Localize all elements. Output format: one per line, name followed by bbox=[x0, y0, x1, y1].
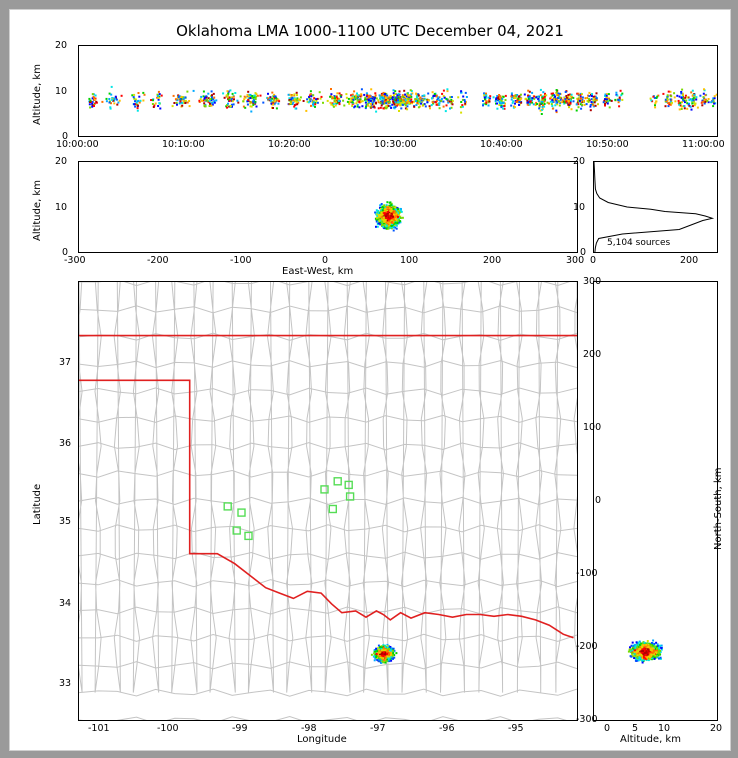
panel1-xtick-0: 10:00:00 bbox=[56, 139, 99, 150]
figure-title: Oklahoma LMA 1000-1100 UTC December 04, 2021 bbox=[176, 22, 564, 40]
panel3-xtick-0: 0 bbox=[590, 255, 597, 266]
panel5-xtick-10: 10 bbox=[658, 723, 671, 734]
panel1-xtick-3: 10:30:00 bbox=[374, 139, 417, 150]
panel2-xtick-6: 300 bbox=[566, 255, 585, 266]
panel2-ytick-20: 20 bbox=[55, 156, 68, 167]
map-ytick-36: 36 bbox=[59, 438, 72, 449]
panel3-xtick-1: 200 bbox=[680, 255, 699, 266]
panel5-ytick-300n: -300 bbox=[576, 714, 598, 725]
map-xtick-95: -95 bbox=[508, 723, 524, 734]
map-xtick-99: -99 bbox=[232, 723, 248, 734]
panel3-ytick-10: 10 bbox=[573, 202, 586, 213]
panel2-xtick-1: -200 bbox=[147, 255, 169, 266]
map-xlabel: Longitude bbox=[297, 734, 347, 745]
map-ylabel: Latitude bbox=[32, 483, 43, 525]
panel2-ylabel: Altitude, km bbox=[32, 180, 43, 241]
panel1-xtick-4: 10:40:00 bbox=[480, 139, 523, 150]
map-xtick-101: -101 bbox=[88, 723, 110, 734]
figure-root bbox=[9, 9, 731, 751]
panel5-ylabel: North-South, km bbox=[713, 467, 724, 550]
map-ytick-37: 37 bbox=[59, 357, 72, 368]
map-ytick-35: 35 bbox=[59, 516, 72, 527]
panel3-ytick-0: 0 bbox=[580, 247, 587, 258]
panel1-ylabel: Altitude, km bbox=[32, 64, 43, 125]
panel2-xtick-3: 0 bbox=[322, 255, 329, 266]
panel5-xlabel: Altitude, km bbox=[620, 734, 681, 745]
panel1-xtick-2: 10:20:00 bbox=[268, 139, 311, 150]
panel-eastwest-height bbox=[78, 161, 578, 253]
eastwest-height-scatter bbox=[79, 162, 577, 252]
panel3-ytick-20: 20 bbox=[573, 156, 586, 167]
map-xtick-100: -100 bbox=[157, 723, 179, 734]
map-canvas bbox=[79, 282, 577, 720]
panel1-xtick-5: 10:50:00 bbox=[586, 139, 629, 150]
panel1-ytick-10: 10 bbox=[55, 86, 68, 97]
panel5-ytick-200p: 200 bbox=[583, 349, 602, 360]
panel5-ytick-300p: 300 bbox=[583, 276, 602, 287]
panel5-xtick-5: 5 bbox=[632, 723, 639, 734]
panel5-xtick-0: 0 bbox=[604, 723, 611, 734]
panel5-xtick-20: 20 bbox=[710, 723, 723, 734]
panel1-ytick-0: 0 bbox=[62, 131, 69, 142]
panel2-xtick-0: -300 bbox=[64, 255, 86, 266]
panel2-ytick-0: 0 bbox=[62, 247, 69, 258]
panel2-xtick-2: -100 bbox=[230, 255, 252, 266]
panel2-ytick-10: 10 bbox=[55, 202, 68, 213]
panel-time-height bbox=[78, 45, 718, 137]
panel5-ytick-100n: -100 bbox=[576, 568, 598, 579]
map-ytick-33: 33 bbox=[59, 678, 72, 689]
panel1-xtick-6: 11:00:00 bbox=[682, 139, 725, 150]
northsouth-altitude-scatter bbox=[594, 282, 717, 720]
map-xtick-96: -96 bbox=[439, 723, 455, 734]
panel5-ytick-0: 0 bbox=[595, 495, 602, 506]
panel2-xlabel: East-West, km bbox=[282, 266, 354, 277]
panel-northsouth-altitude bbox=[593, 281, 718, 721]
source-count-label: 5,104 sources bbox=[607, 238, 671, 248]
panel-map bbox=[78, 281, 578, 721]
panel1-xtick-1: 10:10:00 bbox=[162, 139, 205, 150]
panel2-xtick-4: 100 bbox=[400, 255, 419, 266]
time-height-scatter bbox=[79, 46, 717, 136]
panel1-ytick-20: 20 bbox=[55, 40, 68, 51]
panel2-xtick-5: 200 bbox=[483, 255, 502, 266]
map-xtick-97: -97 bbox=[370, 723, 386, 734]
panel5-ytick-200n: -200 bbox=[576, 641, 598, 652]
map-xtick-98: -98 bbox=[301, 723, 317, 734]
map-ytick-34: 34 bbox=[59, 598, 72, 609]
panel5-ytick-100p: 100 bbox=[583, 422, 602, 433]
